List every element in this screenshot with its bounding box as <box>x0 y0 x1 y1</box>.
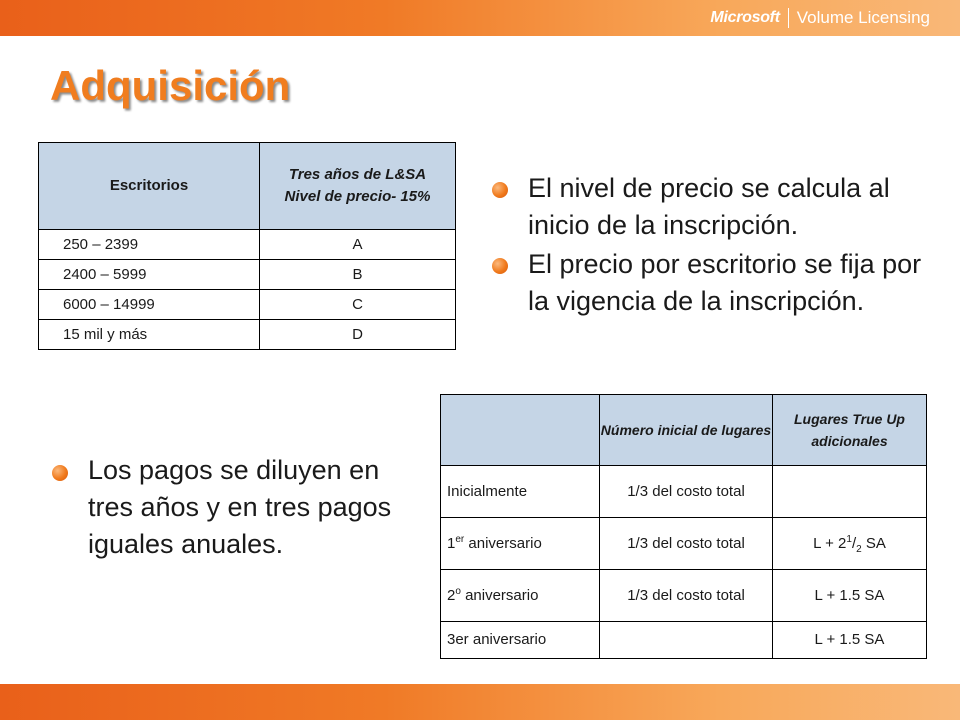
bullet-dot-icon <box>52 465 68 481</box>
header-empty <box>441 395 600 466</box>
initial-seats-cost <box>600 622 773 659</box>
table-row <box>39 320 456 350</box>
trueup-prefix: L + 2 <box>813 534 847 552</box>
label-rest: aniversario <box>464 534 542 552</box>
header-price-level: Tres años de L&SA Nivel de precio- 15% <box>260 143 456 230</box>
table-header-row <box>39 143 456 230</box>
initial-seats-cost: 1/3 del costo total <box>600 518 773 570</box>
trueup-suffix: SA <box>861 534 886 552</box>
bullet-dot-icon <box>492 182 508 198</box>
price-level-table <box>38 142 456 350</box>
header-initial-seats: Número inicial de lugares <box>600 395 773 466</box>
bullet-dot-icon <box>492 258 508 274</box>
price-level: B <box>260 260 456 290</box>
bullet-text: Los pagos se diluyen en tres años y en tres pagos iguales anuales. <box>88 455 392 559</box>
bullet-text: El precio por escritorio se fija por la vigencia de la inscripción. <box>528 249 922 316</box>
table-row <box>441 570 927 622</box>
list-item <box>488 246 928 320</box>
period-label <box>441 518 600 570</box>
list-item <box>48 452 408 563</box>
trueup-numerator: 1 <box>846 533 852 545</box>
label-number: 1 <box>447 534 456 552</box>
header-desktops: Escritorios <box>39 143 260 230</box>
brand-logo <box>710 6 930 30</box>
bullet-text: El nivel de precio se calcula al inicio de la inscripción. <box>528 173 890 240</box>
label-superscript: er <box>455 533 465 545</box>
period-label <box>441 570 600 622</box>
period-label: Inicialmente <box>441 466 600 518</box>
table-row <box>39 260 456 290</box>
label-superscript: o <box>455 585 461 597</box>
trueup-cost: L + 1.5 SA <box>773 570 927 622</box>
label-rest: aniversario <box>460 586 539 604</box>
brand-divider <box>788 8 789 28</box>
slide-title: Adquisición <box>50 62 291 109</box>
table-row <box>39 230 456 260</box>
trueup-denominator: 2 <box>856 543 862 555</box>
trueup-cost <box>773 518 927 570</box>
table-row <box>441 466 927 518</box>
period-label: 3er aniversario <box>441 622 600 659</box>
volume-licensing-text: Volume Licensing <box>796 8 930 27</box>
right-bullet-list <box>488 170 928 322</box>
left-bullet-list <box>48 452 408 563</box>
initial-seats-cost: 1/3 del costo total <box>600 466 773 518</box>
trueup-cost <box>773 466 927 518</box>
bottom-banner <box>0 684 960 720</box>
desktop-range: 2400 – 5999 <box>39 260 260 290</box>
price-level: A <box>260 230 456 260</box>
table-row <box>441 622 927 659</box>
desktop-range: 250 – 2399 <box>39 230 260 260</box>
payment-schedule-table <box>440 394 927 659</box>
desktop-range: 6000 – 14999 <box>39 290 260 320</box>
table-row <box>39 290 456 320</box>
microsoft-logo-text: Microsoft <box>710 9 780 26</box>
desktop-range: 15 mil y más <box>39 320 260 350</box>
price-level: D <box>260 320 456 350</box>
table-header-row <box>441 395 927 466</box>
trueup-cost: L + 1.5 SA <box>773 622 927 659</box>
header-trueup-seats: Lugares True Up adicionales <box>773 395 927 466</box>
list-item <box>488 170 928 244</box>
table-row <box>441 518 927 570</box>
price-level: C <box>260 290 456 320</box>
top-banner <box>0 0 960 36</box>
initial-seats-cost: 1/3 del costo total <box>600 570 773 622</box>
label-number: 2 <box>447 586 456 604</box>
trueup-slash: / <box>851 534 857 552</box>
